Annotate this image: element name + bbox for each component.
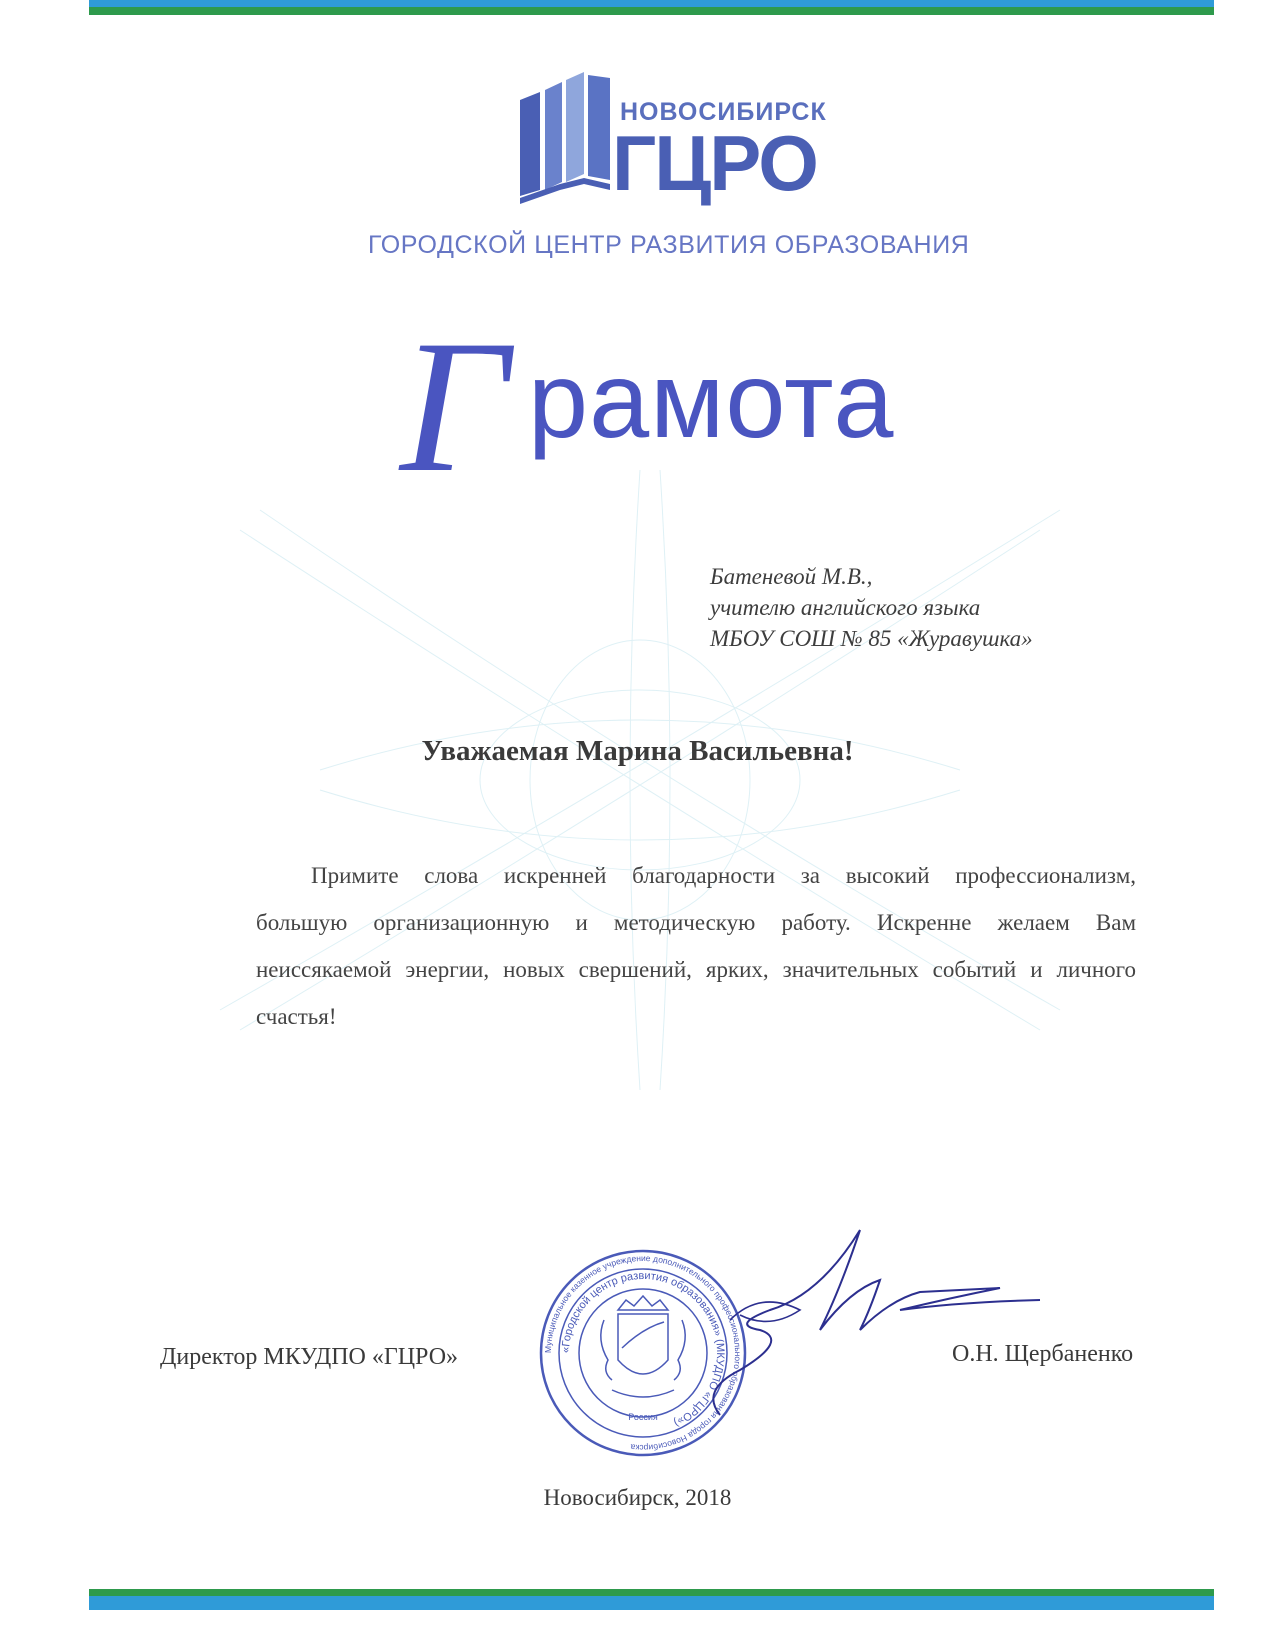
seal-outer-text: Муниципальное казенное учреждение дополнительного профессионального образования города Новосибирска bbox=[542, 1252, 744, 1454]
logo-city-text: НОВОСИБИРСК bbox=[620, 98, 827, 126]
organization-name: ГОРОДСКОЙ ЦЕНТР РАЗВИТИЯ ОБРАЗОВАНИЯ bbox=[368, 231, 970, 259]
handwritten-signature-icon bbox=[700, 1220, 1060, 1420]
recipient-position: учителю английского языка bbox=[710, 595, 981, 620]
recipient-name: Батеневой М.В., bbox=[710, 564, 873, 589]
top-border-blue bbox=[89, 0, 1214, 7]
place-and-date: Новосибирск, 2018 bbox=[543, 1485, 732, 1510]
body-text: Примите слова искренней благодарности за высокий профессионализм, большую организационную и методическую работу. Искренне желаем Вам неиссякаемой энергии, новых свершений, ярких, значительных событий и личного счастья! bbox=[256, 863, 1136, 1029]
title-decorative-initial: Г bbox=[400, 302, 509, 512]
signer-name: О.Н. Щербаненко bbox=[952, 1341, 1134, 1367]
bottom-border-blue bbox=[89, 1596, 1214, 1610]
logo-brand-text: ГЦРО bbox=[612, 119, 817, 207]
seal-inner-text: «Городской центр развития образования» (МКУДПО «ГЦРО») bbox=[559, 1269, 727, 1429]
salutation: Уважаемая Марина Васильевна! bbox=[421, 735, 854, 767]
bottom-border-stripe bbox=[89, 1589, 1214, 1610]
recipient-school: МБОУ СОШ № 85 «Журавушка» bbox=[710, 626, 1033, 651]
top-border-stripe bbox=[89, 0, 1214, 15]
title-rest: рамота bbox=[528, 339, 895, 460]
top-border-green bbox=[89, 7, 1214, 15]
certificate-title bbox=[400, 302, 940, 512]
recipient-block bbox=[710, 561, 1033, 654]
director-title: Директор МКУДПО «ГЦРО» bbox=[160, 1344, 459, 1370]
bottom-border-green bbox=[89, 1589, 1214, 1596]
seal-country-text: Россия bbox=[628, 1412, 658, 1422]
